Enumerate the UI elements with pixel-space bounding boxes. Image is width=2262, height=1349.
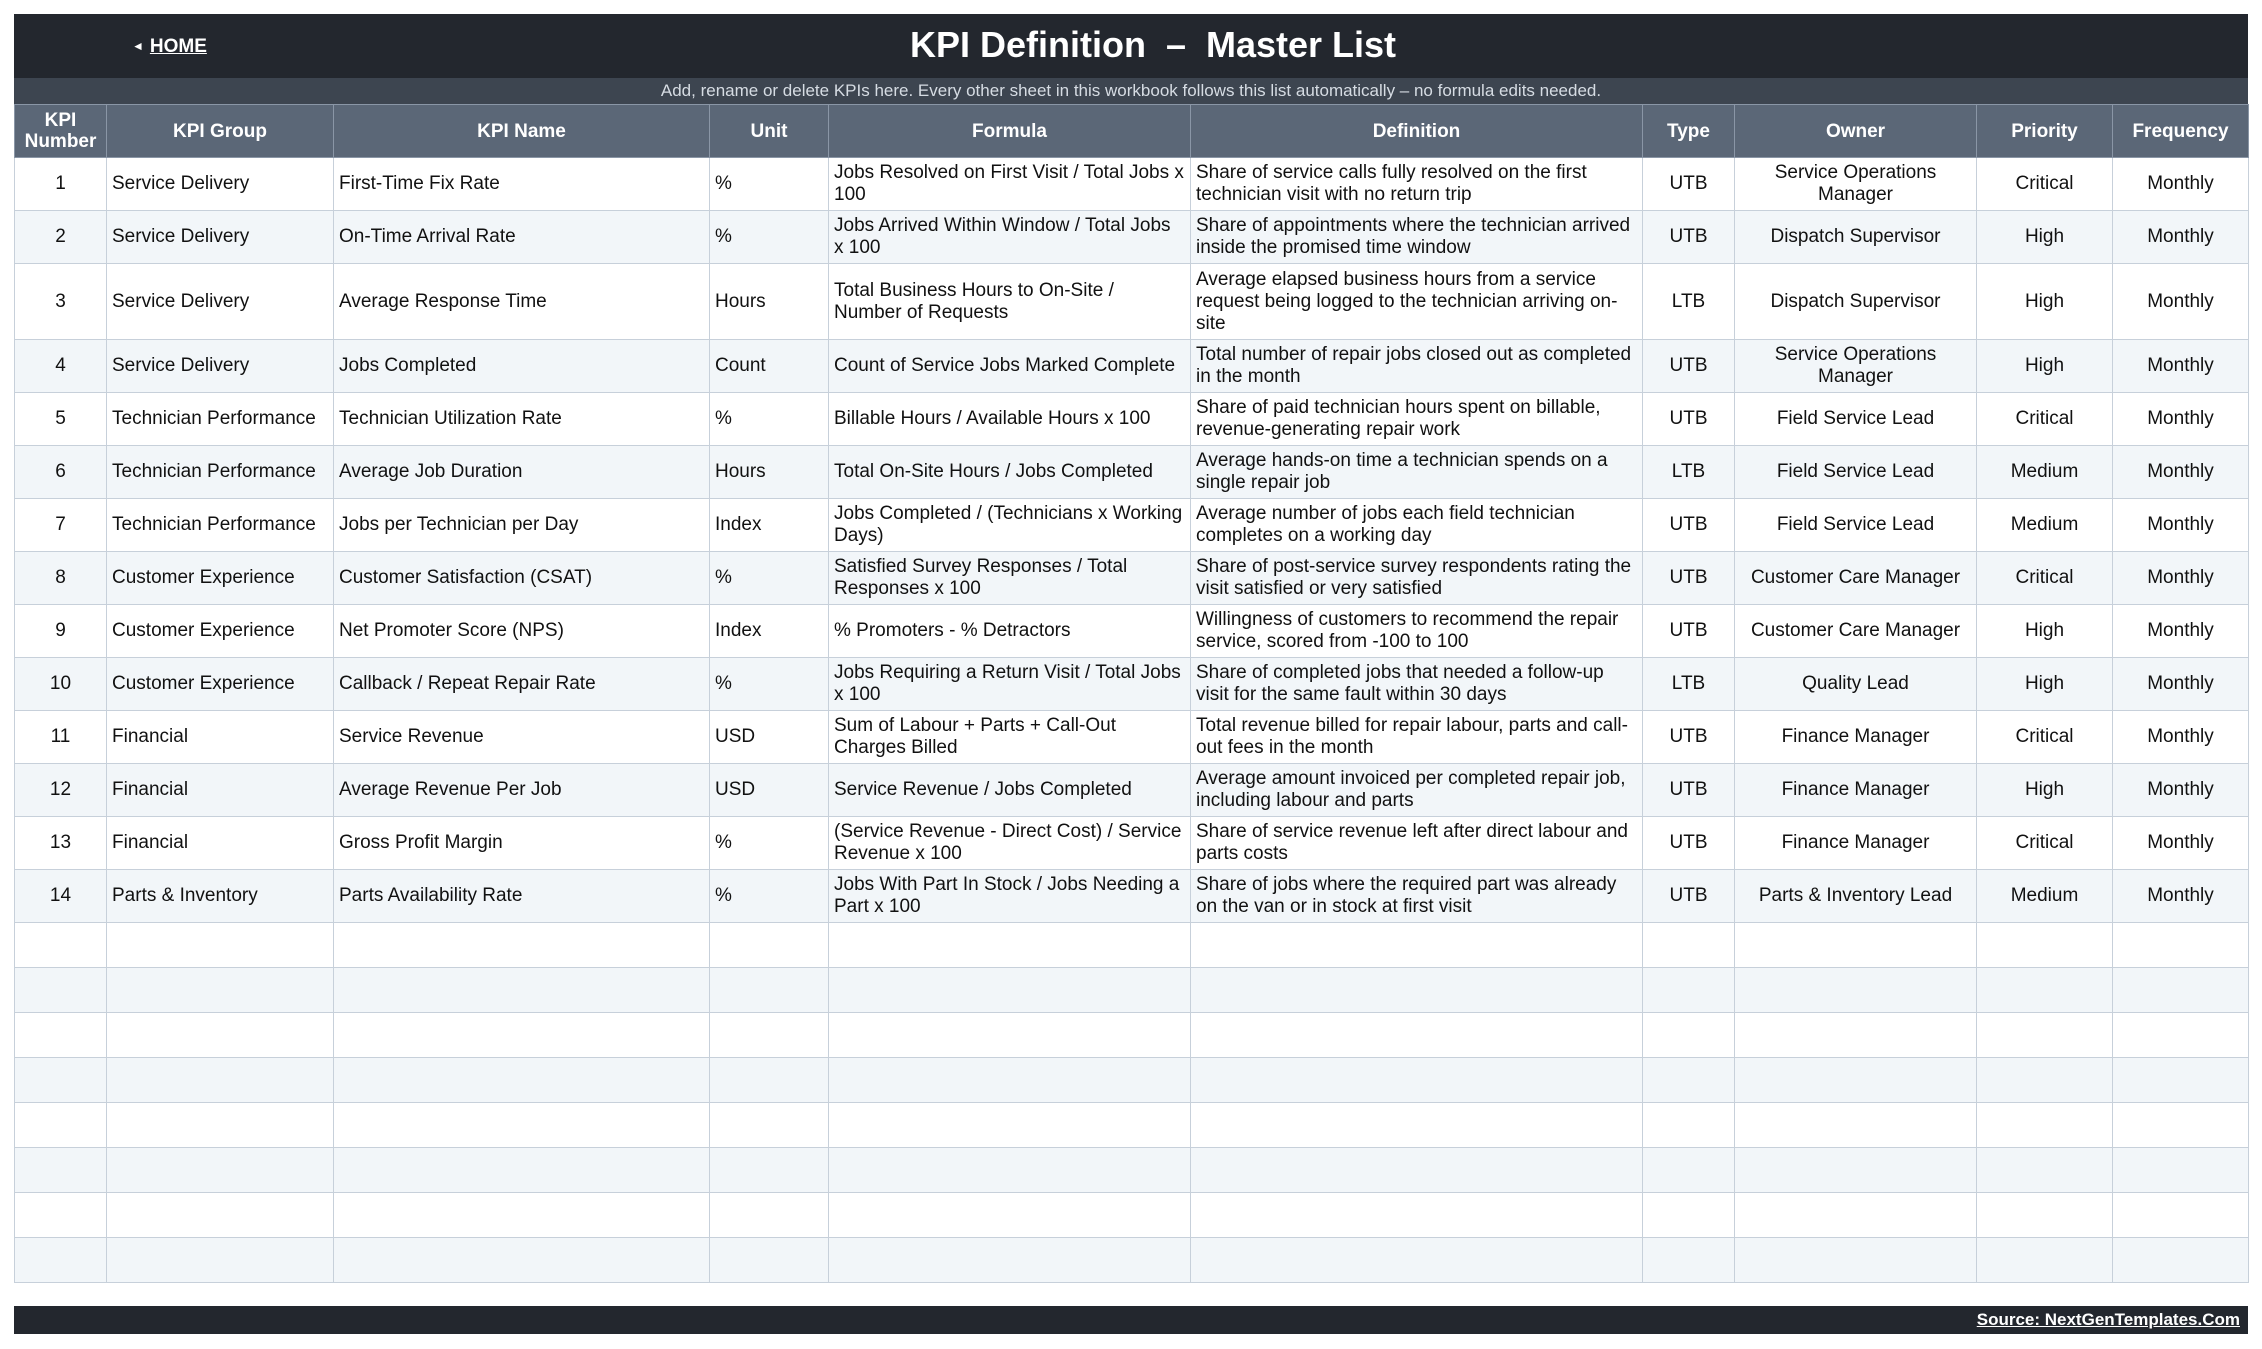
cell-definition[interactable]: Share of service calls fully resolved on the first technician visit with no return trip (1191, 158, 1643, 211)
cell-type[interactable]: LTB (1643, 658, 1735, 711)
cell-frequency[interactable]: Monthly (2113, 605, 2249, 658)
empty-cell[interactable] (1977, 1148, 2113, 1193)
cell-unit[interactable]: Hours (710, 446, 829, 499)
cell-definition[interactable]: Total number of repair jobs closed out as completed in the month (1191, 340, 1643, 393)
cell-definition[interactable]: Share of appointments where the technician arrived inside the promised time window (1191, 211, 1643, 264)
cell-priority[interactable]: High (1977, 605, 2113, 658)
cell-owner[interactable]: Quality Lead (1735, 658, 1977, 711)
cell-formula[interactable]: Jobs Completed / (Technicians x Working Days) (829, 499, 1191, 552)
cell-kpi-number[interactable]: 3 (15, 264, 107, 340)
column-header-kpi-number[interactable]: KPI Number (15, 105, 107, 158)
cell-kpi-group[interactable]: Financial (107, 711, 334, 764)
cell-formula[interactable]: Total Business Hours to On-Site / Number of Requests (829, 264, 1191, 340)
empty-cell[interactable] (710, 1148, 829, 1193)
cell-unit[interactable]: Index (710, 499, 829, 552)
empty-cell[interactable] (107, 1238, 334, 1283)
table-row[interactable] (15, 870, 2249, 923)
empty-cell[interactable] (829, 1238, 1191, 1283)
cell-owner[interactable]: Service Operations Manager (1735, 158, 1977, 211)
cell-formula[interactable]: Sum of Labour + Parts + Call-Out Charges Billed (829, 711, 1191, 764)
cell-kpi-group[interactable]: Customer Experience (107, 658, 334, 711)
cell-type[interactable]: LTB (1643, 264, 1735, 340)
cell-unit[interactable]: % (710, 158, 829, 211)
cell-kpi-group[interactable]: Technician Performance (107, 446, 334, 499)
cell-kpi-number[interactable]: 5 (15, 393, 107, 446)
empty-cell[interactable] (15, 968, 107, 1013)
empty-cell[interactable] (1191, 968, 1643, 1013)
cell-kpi-name[interactable]: Jobs Completed (334, 340, 710, 393)
empty-row[interactable] (15, 1148, 2249, 1193)
empty-cell[interactable] (1977, 1103, 2113, 1148)
cell-kpi-name[interactable]: Average Response Time (334, 264, 710, 340)
column-header-owner[interactable]: Owner (1735, 105, 1977, 158)
cell-kpi-group[interactable]: Financial (107, 817, 334, 870)
table-row[interactable] (15, 158, 2249, 211)
empty-cell[interactable] (1735, 1058, 1977, 1103)
empty-cell[interactable] (1643, 1193, 1735, 1238)
empty-cell[interactable] (1643, 1238, 1735, 1283)
cell-priority[interactable]: Critical (1977, 158, 2113, 211)
empty-cell[interactable] (334, 1148, 710, 1193)
empty-cell[interactable] (1977, 1238, 2113, 1283)
cell-kpi-number[interactable]: 1 (15, 158, 107, 211)
cell-priority[interactable]: Medium (1977, 870, 2113, 923)
cell-unit[interactable]: USD (710, 764, 829, 817)
empty-cell[interactable] (710, 1013, 829, 1058)
cell-kpi-number[interactable]: 13 (15, 817, 107, 870)
empty-row[interactable] (15, 968, 2249, 1013)
empty-row[interactable] (15, 1058, 2249, 1103)
empty-cell[interactable] (1191, 923, 1643, 968)
cell-kpi-name[interactable]: Callback / Repeat Repair Rate (334, 658, 710, 711)
cell-priority[interactable]: High (1977, 764, 2113, 817)
empty-cell[interactable] (829, 968, 1191, 1013)
instructions-banner: Add, rename or delete KPIs here. Every other sheet in this workbook follows this list automatically – no formula edits needed. (14, 78, 2248, 104)
empty-cell[interactable] (1643, 1058, 1735, 1103)
table-row[interactable] (15, 711, 2249, 764)
cell-kpi-number[interactable]: 9 (15, 605, 107, 658)
table-row[interactable] (15, 446, 2249, 499)
cell-owner[interactable]: Field Service Lead (1735, 499, 1977, 552)
empty-cell[interactable] (1643, 968, 1735, 1013)
cell-kpi-number[interactable]: 2 (15, 211, 107, 264)
cell-definition[interactable]: Average number of jobs each field technician completes on a working day (1191, 499, 1643, 552)
empty-cell[interactable] (1643, 1148, 1735, 1193)
empty-cell[interactable] (334, 1058, 710, 1103)
empty-cell[interactable] (15, 1103, 107, 1148)
cell-definition[interactable]: Share of jobs where the required part was already on the van or in stock at first visit (1191, 870, 1643, 923)
cell-kpi-group[interactable]: Financial (107, 764, 334, 817)
table-row[interactable] (15, 264, 2249, 340)
empty-cell[interactable] (829, 1148, 1191, 1193)
cell-kpi-name[interactable]: Average Job Duration (334, 446, 710, 499)
empty-cell[interactable] (1643, 1103, 1735, 1148)
cell-kpi-number[interactable]: 6 (15, 446, 107, 499)
kpi-master-table (14, 104, 2249, 1283)
empty-cell[interactable] (334, 968, 710, 1013)
column-header-unit[interactable]: Unit (710, 105, 829, 158)
empty-cell[interactable] (1191, 1193, 1643, 1238)
empty-cell[interactable] (15, 1238, 107, 1283)
empty-cell[interactable] (1977, 923, 2113, 968)
cell-kpi-name[interactable]: Parts Availability Rate (334, 870, 710, 923)
empty-cell[interactable] (1735, 923, 1977, 968)
cell-unit[interactable]: % (710, 658, 829, 711)
empty-row[interactable] (15, 1238, 2249, 1283)
empty-cell[interactable] (1977, 1013, 2113, 1058)
cell-unit[interactable]: % (710, 817, 829, 870)
cell-kpi-group[interactable]: Customer Experience (107, 552, 334, 605)
table-row[interactable] (15, 764, 2249, 817)
cell-definition[interactable]: Share of paid technician hours spent on billable, revenue-generating repair work (1191, 393, 1643, 446)
cell-definition[interactable]: Average elapsed business hours from a service request being logged to the technician arriving on-site (1191, 264, 1643, 340)
cell-owner[interactable]: Field Service Lead (1735, 446, 1977, 499)
empty-cell[interactable] (107, 1013, 334, 1058)
cell-formula[interactable]: (Service Revenue - Direct Cost) / Service Revenue x 100 (829, 817, 1191, 870)
empty-cell[interactable] (710, 1103, 829, 1148)
cell-frequency[interactable]: Monthly (2113, 340, 2249, 393)
cell-formula[interactable]: Jobs With Part In Stock / Jobs Needing a Part x 100 (829, 870, 1191, 923)
cell-owner[interactable]: Service Operations Manager (1735, 340, 1977, 393)
cell-type[interactable]: UTB (1643, 211, 1735, 264)
empty-cell[interactable] (829, 1103, 1191, 1148)
cell-definition[interactable]: Average amount invoiced per completed repair job, including labour and parts (1191, 764, 1643, 817)
cell-owner[interactable]: Customer Care Manager (1735, 605, 1977, 658)
cell-type[interactable]: UTB (1643, 711, 1735, 764)
table-header (15, 105, 2249, 158)
cell-priority[interactable]: Critical (1977, 552, 2113, 605)
cell-formula[interactable]: % Promoters - % Detractors (829, 605, 1191, 658)
cell-type[interactable]: UTB (1643, 340, 1735, 393)
empty-cell[interactable] (1977, 968, 2113, 1013)
cell-kpi-group[interactable]: Service Delivery (107, 158, 334, 211)
cell-priority[interactable]: High (1977, 211, 2113, 264)
empty-cell[interactable] (1191, 1103, 1643, 1148)
table-row[interactable] (15, 393, 2249, 446)
empty-cell[interactable] (710, 968, 829, 1013)
cell-type[interactable]: UTB (1643, 499, 1735, 552)
cell-kpi-name[interactable]: Gross Profit Margin (334, 817, 710, 870)
cell-owner[interactable]: Finance Manager (1735, 764, 1977, 817)
cell-frequency[interactable]: Monthly (2113, 817, 2249, 870)
cell-formula[interactable]: Jobs Resolved on First Visit / Total Jobs x 100 (829, 158, 1191, 211)
empty-cell[interactable] (2113, 1193, 2249, 1238)
cell-frequency[interactable]: Monthly (2113, 158, 2249, 211)
cell-formula[interactable]: Total On-Site Hours / Jobs Completed (829, 446, 1191, 499)
cell-owner[interactable]: Dispatch Supervisor (1735, 264, 1977, 340)
empty-cell[interactable] (710, 1193, 829, 1238)
header-row (15, 105, 2249, 158)
home-link-label: HOME (149, 36, 207, 57)
empty-cell[interactable] (2113, 1103, 2249, 1148)
empty-cell[interactable] (334, 1193, 710, 1238)
cell-owner[interactable]: Customer Care Manager (1735, 552, 1977, 605)
cell-kpi-name[interactable]: Technician Utilization Rate (334, 393, 710, 446)
cell-definition[interactable]: Share of post-service survey respondents rating the visit satisfied or very satisfied (1191, 552, 1643, 605)
empty-cell[interactable] (15, 1193, 107, 1238)
empty-cell[interactable] (1735, 1013, 1977, 1058)
header-bar (14, 14, 2248, 78)
cell-type[interactable]: UTB (1643, 817, 1735, 870)
cell-type[interactable]: UTB (1643, 870, 1735, 923)
cell-formula[interactable]: Satisfied Survey Responses / Total Responses x 100 (829, 552, 1191, 605)
cell-kpi-group[interactable]: Technician Performance (107, 499, 334, 552)
cell-kpi-name[interactable]: Net Promoter Score (NPS) (334, 605, 710, 658)
cell-frequency[interactable]: Monthly (2113, 211, 2249, 264)
empty-cell[interactable] (1643, 1013, 1735, 1058)
table-row[interactable] (15, 605, 2249, 658)
cell-priority[interactable]: High (1977, 658, 2113, 711)
empty-cell[interactable] (1977, 1058, 2113, 1103)
cell-type[interactable]: UTB (1643, 158, 1735, 211)
cell-frequency[interactable]: Monthly (2113, 264, 2249, 340)
cell-unit[interactable]: % (710, 211, 829, 264)
cell-owner[interactable]: Finance Manager (1735, 711, 1977, 764)
cell-type[interactable]: UTB (1643, 764, 1735, 817)
table-row[interactable] (15, 658, 2249, 711)
empty-cell[interactable] (107, 923, 334, 968)
source-link[interactable]: Source: NextGenTemplates.Com (1976, 1310, 2240, 1329)
empty-cell[interactable] (710, 923, 829, 968)
cell-owner[interactable]: Parts & Inventory Lead (1735, 870, 1977, 923)
cell-frequency[interactable]: Monthly (2113, 552, 2249, 605)
cell-type[interactable]: UTB (1643, 605, 1735, 658)
cell-kpi-number[interactable]: 12 (15, 764, 107, 817)
cell-owner[interactable]: Field Service Lead (1735, 393, 1977, 446)
empty-cell[interactable] (107, 1193, 334, 1238)
cell-definition[interactable]: Total revenue billed for repair labour, parts and call-out fees in the month (1191, 711, 1643, 764)
cell-frequency[interactable]: Monthly (2113, 764, 2249, 817)
cell-formula[interactable]: Jobs Arrived Within Window / Total Jobs x 100 (829, 211, 1191, 264)
empty-cell[interactable] (2113, 1013, 2249, 1058)
column-header-kpi-group[interactable]: KPI Group (107, 105, 334, 158)
empty-cell[interactable] (2113, 1148, 2249, 1193)
footer-bar (14, 1306, 2248, 1334)
cell-unit[interactable]: Count (710, 340, 829, 393)
empty-cell[interactable] (334, 1103, 710, 1148)
empty-cell[interactable] (15, 1013, 107, 1058)
empty-cell[interactable] (710, 1238, 829, 1283)
empty-cell[interactable] (829, 1193, 1191, 1238)
cell-kpi-group[interactable]: Customer Experience (107, 605, 334, 658)
cell-priority[interactable]: High (1977, 340, 2113, 393)
empty-row[interactable] (15, 1013, 2249, 1058)
cell-kpi-number[interactable]: 4 (15, 340, 107, 393)
cell-kpi-name[interactable]: On-Time Arrival Rate (334, 211, 710, 264)
cell-unit[interactable]: % (710, 870, 829, 923)
cell-kpi-number[interactable]: 10 (15, 658, 107, 711)
cell-kpi-number[interactable]: 7 (15, 499, 107, 552)
column-header-formula[interactable]: Formula (829, 105, 1191, 158)
cell-priority[interactable]: Critical (1977, 817, 2113, 870)
table-row[interactable] (15, 552, 2249, 605)
empty-cell[interactable] (829, 1058, 1191, 1103)
table-row[interactable] (15, 817, 2249, 870)
cell-owner[interactable]: Dispatch Supervisor (1735, 211, 1977, 264)
cell-kpi-number[interactable]: 11 (15, 711, 107, 764)
cell-priority[interactable]: Critical (1977, 393, 2113, 446)
empty-cell[interactable] (107, 968, 334, 1013)
cell-kpi-group[interactable]: Service Delivery (107, 340, 334, 393)
empty-cell[interactable] (15, 923, 107, 968)
cell-formula[interactable]: Billable Hours / Available Hours x 100 (829, 393, 1191, 446)
empty-cell[interactable] (107, 1103, 334, 1148)
column-header-kpi-name[interactable]: KPI Name (334, 105, 710, 158)
empty-cell[interactable] (334, 1013, 710, 1058)
cell-type[interactable]: UTB (1643, 393, 1735, 446)
empty-cell[interactable] (1735, 968, 1977, 1013)
cell-frequency[interactable]: Monthly (2113, 393, 2249, 446)
cell-frequency[interactable]: Monthly (2113, 658, 2249, 711)
column-header-priority[interactable]: Priority (1977, 105, 2113, 158)
empty-cell[interactable] (1191, 1058, 1643, 1103)
cell-kpi-name[interactable]: First-Time Fix Rate (334, 158, 710, 211)
cell-priority[interactable]: Critical (1977, 711, 2113, 764)
column-header-definition[interactable]: Definition (1191, 105, 1643, 158)
cell-type[interactable]: UTB (1643, 552, 1735, 605)
cell-formula[interactable]: Jobs Requiring a Return Visit / Total Jobs x 100 (829, 658, 1191, 711)
cell-kpi-group[interactable]: Parts & Inventory (107, 870, 334, 923)
cell-frequency[interactable]: Monthly (2113, 446, 2249, 499)
page-title: KPI Definition – Master List (909, 24, 1397, 65)
cell-kpi-number[interactable]: 14 (15, 870, 107, 923)
cell-kpi-group[interactable]: Service Delivery (107, 211, 334, 264)
empty-cell[interactable] (2113, 968, 2249, 1013)
empty-cell[interactable] (829, 1013, 1191, 1058)
empty-cell[interactable] (1735, 1103, 1977, 1148)
column-header-frequency[interactable]: Frequency (2113, 105, 2249, 158)
empty-cell[interactable] (1735, 1148, 1977, 1193)
empty-cell[interactable] (1191, 1148, 1643, 1193)
cell-unit[interactable]: % (710, 552, 829, 605)
cell-type[interactable]: LTB (1643, 446, 1735, 499)
back-arrow-icon: ◄ (132, 39, 144, 53)
cell-formula[interactable]: Service Revenue / Jobs Completed (829, 764, 1191, 817)
empty-cell[interactable] (2113, 1058, 2249, 1103)
empty-cell[interactable] (107, 1148, 334, 1193)
empty-cell[interactable] (710, 1058, 829, 1103)
cell-unit[interactable]: Index (710, 605, 829, 658)
empty-cell[interactable] (1735, 1238, 1977, 1283)
empty-cell[interactable] (1191, 1238, 1643, 1283)
cell-kpi-name[interactable]: Jobs per Technician per Day (334, 499, 710, 552)
empty-cell[interactable] (1977, 1193, 2113, 1238)
empty-cell[interactable] (107, 1058, 334, 1103)
cell-owner[interactable]: Finance Manager (1735, 817, 1977, 870)
cell-frequency[interactable]: Monthly (2113, 499, 2249, 552)
cell-unit[interactable]: Hours (710, 264, 829, 340)
empty-row[interactable] (15, 923, 2249, 968)
cell-priority[interactable]: Medium (1977, 499, 2113, 552)
empty-cell[interactable] (1643, 923, 1735, 968)
empty-cell[interactable] (1735, 1193, 1977, 1238)
cell-kpi-name[interactable]: Service Revenue (334, 711, 710, 764)
cell-frequency[interactable]: Monthly (2113, 870, 2249, 923)
empty-cell[interactable] (15, 1148, 107, 1193)
empty-row[interactable] (15, 1103, 2249, 1148)
cell-frequency[interactable]: Monthly (2113, 711, 2249, 764)
cell-definition[interactable]: Share of completed jobs that needed a follow-up visit for the same fault within 30 days (1191, 658, 1643, 711)
table-row[interactable] (15, 211, 2249, 264)
empty-cell[interactable] (2113, 923, 2249, 968)
empty-cell[interactable] (334, 1238, 710, 1283)
cell-definition[interactable]: Average hands-on time a technician spends on a single repair job (1191, 446, 1643, 499)
cell-priority[interactable]: Medium (1977, 446, 2113, 499)
cell-priority[interactable]: High (1977, 264, 2113, 340)
cell-unit[interactable]: % (710, 393, 829, 446)
empty-row[interactable] (15, 1193, 2249, 1238)
cell-kpi-number[interactable]: 8 (15, 552, 107, 605)
cell-kpi-name[interactable]: Average Revenue Per Job (334, 764, 710, 817)
empty-cell[interactable] (334, 923, 710, 968)
table-row[interactable] (15, 340, 2249, 393)
cell-kpi-name[interactable]: Customer Satisfaction (CSAT) (334, 552, 710, 605)
empty-cell[interactable] (829, 923, 1191, 968)
cell-kpi-group[interactable]: Service Delivery (107, 264, 334, 340)
cell-formula[interactable]: Count of Service Jobs Marked Complete (829, 340, 1191, 393)
empty-cell[interactable] (2113, 1238, 2249, 1283)
table-body (15, 158, 2249, 1283)
cell-definition[interactable]: Share of service revenue left after direct labour and parts costs (1191, 817, 1643, 870)
empty-cell[interactable] (15, 1058, 107, 1103)
column-header-type[interactable]: Type (1643, 105, 1735, 158)
empty-cell[interactable] (1191, 1013, 1643, 1058)
table-row[interactable] (15, 499, 2249, 552)
cell-definition[interactable]: Willingness of customers to recommend the repair service, scored from -100 to 100 (1191, 605, 1643, 658)
cell-kpi-group[interactable]: Technician Performance (107, 393, 334, 446)
cell-unit[interactable]: USD (710, 711, 829, 764)
